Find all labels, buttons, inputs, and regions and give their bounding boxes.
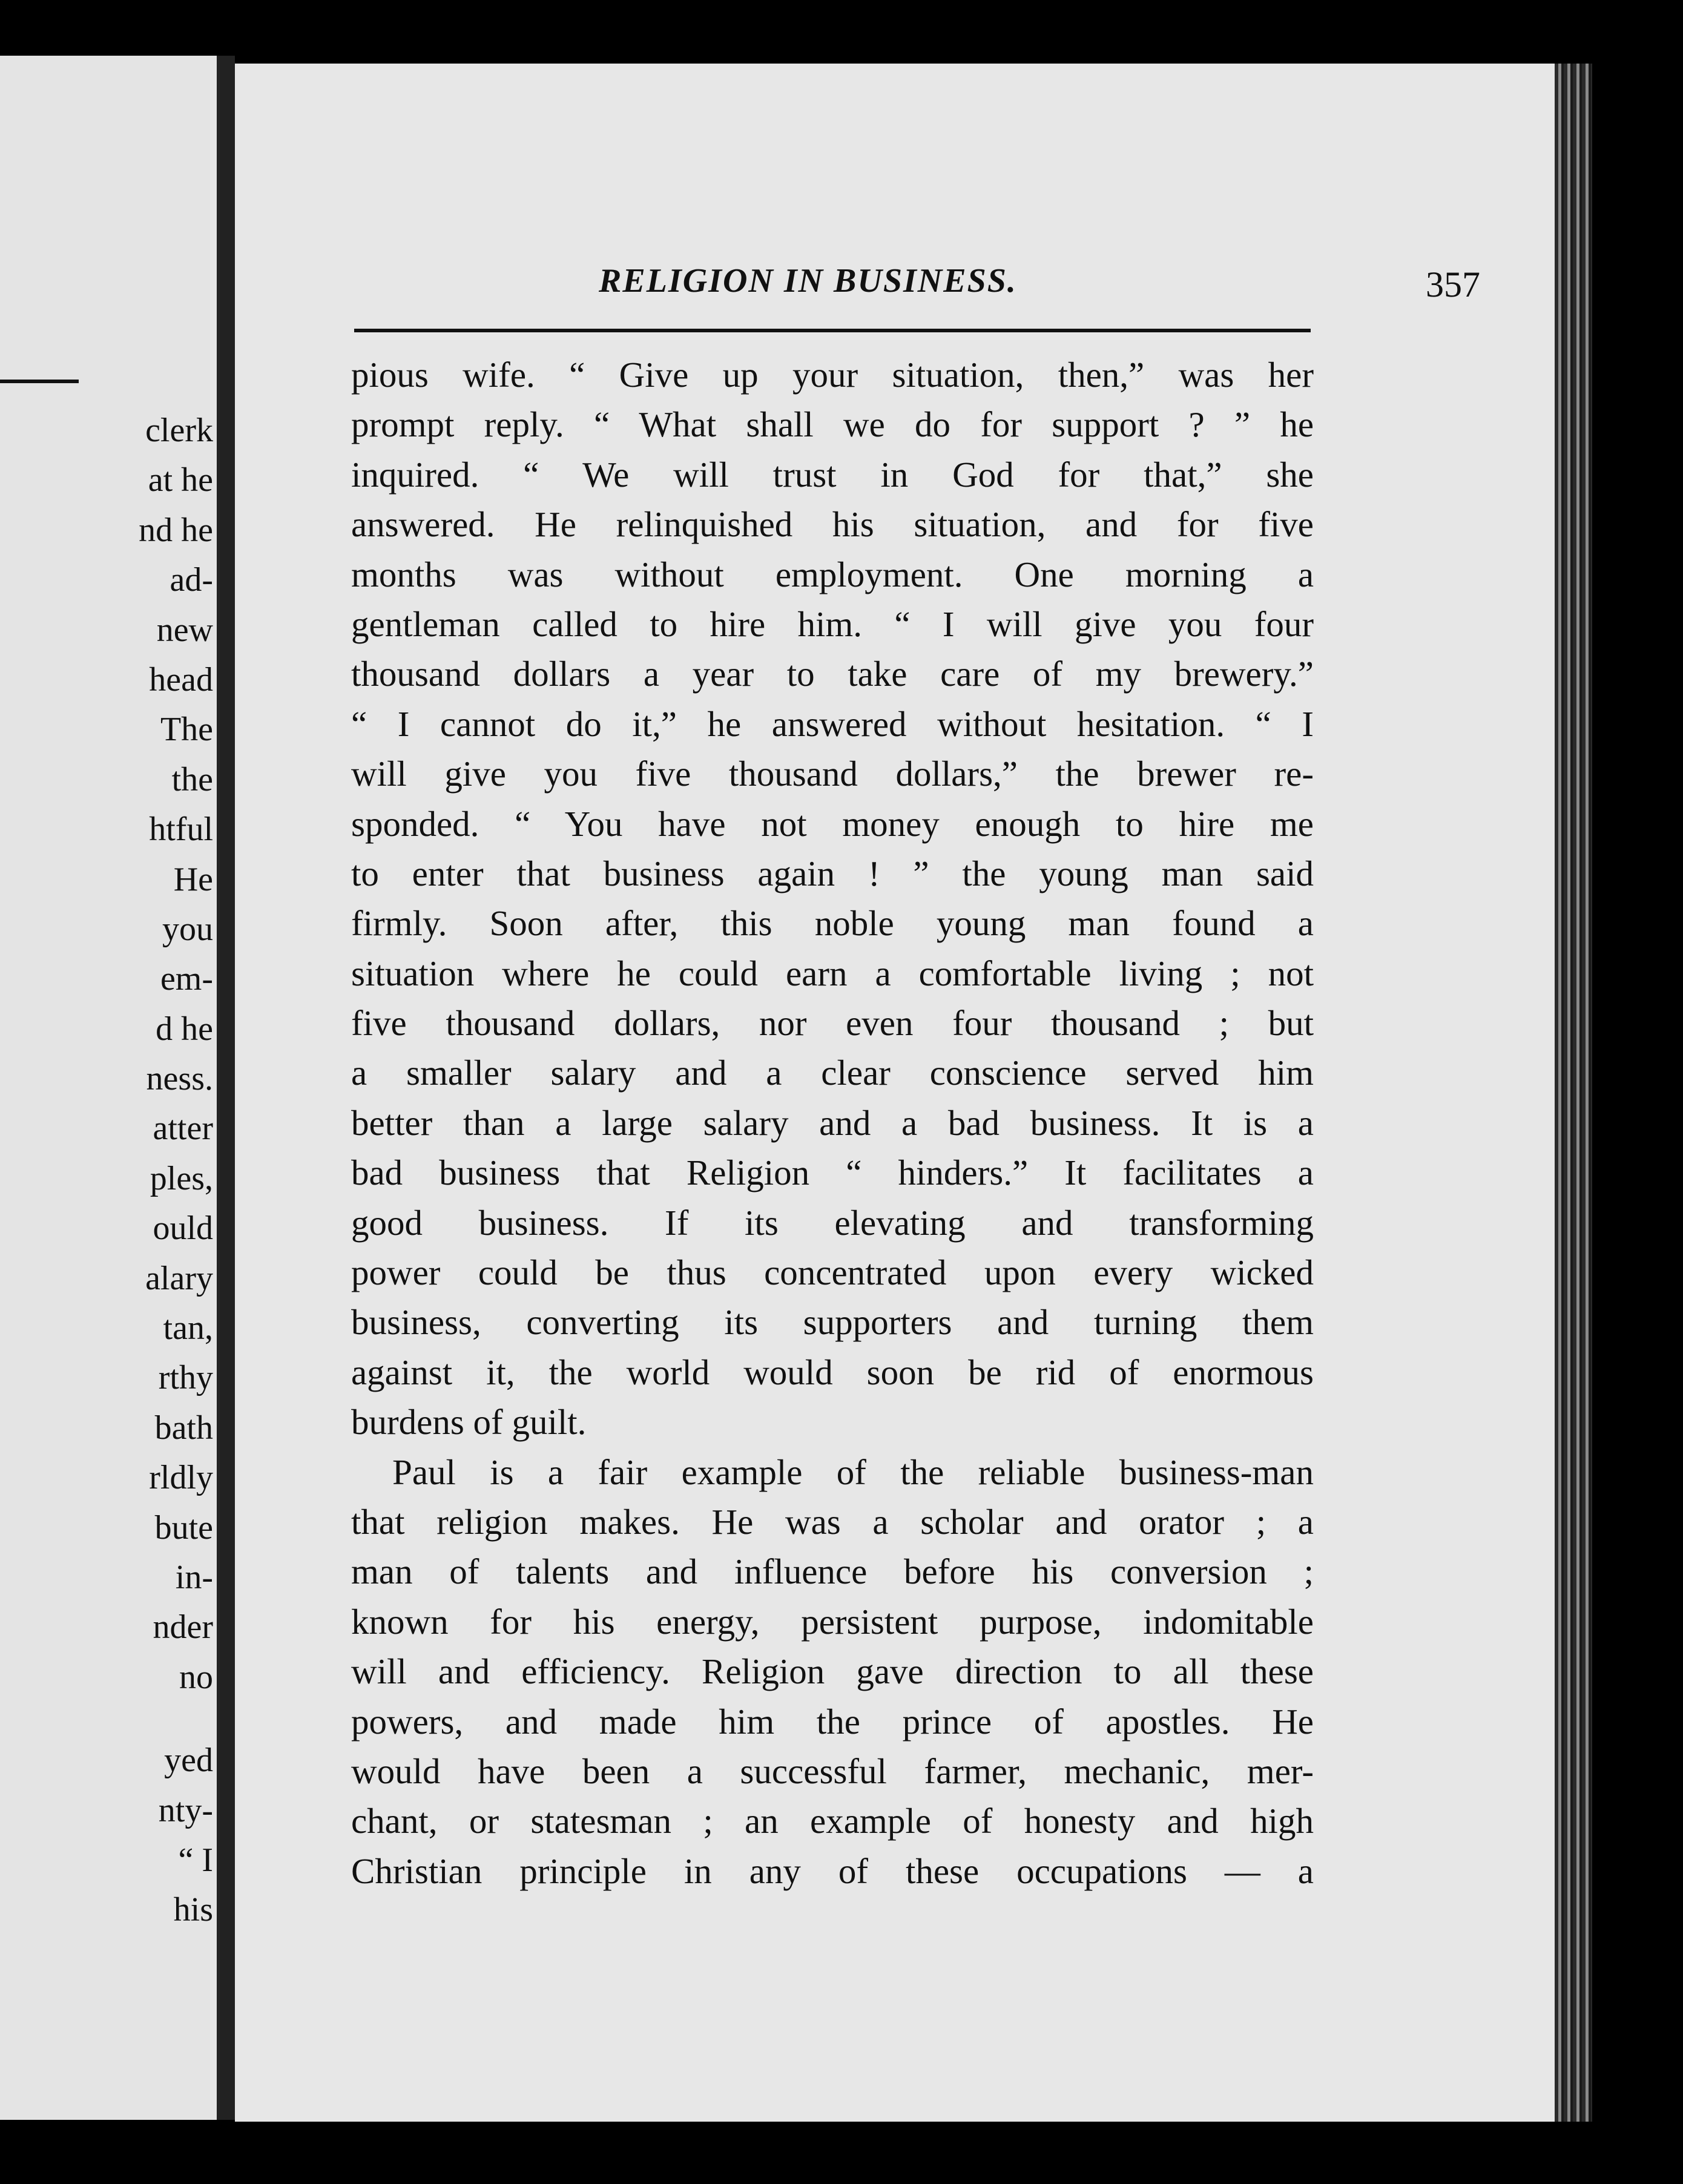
text-line: known for his energy, persistent purpose, indomitable bbox=[351, 1601, 1314, 1642]
text-line: powers, and made him the prince of apostles. He bbox=[351, 1701, 1314, 1742]
text-line: pious wife. “ Give up your situation, then,” was her bbox=[351, 355, 1314, 395]
left-page-rule bbox=[0, 380, 79, 383]
left-line: bath bbox=[154, 1409, 213, 1447]
left-line: ould bbox=[153, 1209, 213, 1248]
left-facing-page bbox=[0, 56, 217, 2120]
paragraph-1 bbox=[351, 350, 1314, 1447]
text-line: “ I cannot do it,” he answered without hesitation. “ I bbox=[351, 703, 1314, 744]
body-text bbox=[351, 350, 1314, 1896]
page-edge-stack bbox=[1555, 64, 1592, 2122]
text-line: Christian principle in any of these occupations — a bbox=[351, 1850, 1314, 1891]
left-line: bute bbox=[154, 1508, 213, 1547]
text-line: five thousand dollars, nor even four thousand ; but bbox=[351, 1003, 1314, 1044]
text-line: bad business that Religion “ hinders.” It facilitates a bbox=[351, 1153, 1314, 1193]
text-line: will and efficiency. Religion gave direction to all these bbox=[351, 1651, 1314, 1692]
left-line: new bbox=[156, 611, 213, 649]
left-line: nder bbox=[153, 1608, 213, 1646]
left-line: the bbox=[171, 760, 213, 798]
left-line: The bbox=[160, 711, 213, 749]
left-page-line-fragments bbox=[139, 406, 213, 1935]
left-line: his bbox=[173, 1891, 213, 1929]
left-line: rldly bbox=[149, 1459, 213, 1497]
text-line: prompt reply. “ What shall we do for support ? ” he bbox=[351, 404, 1314, 445]
left-line: atter bbox=[153, 1110, 213, 1148]
left-line: in- bbox=[175, 1558, 213, 1596]
text-line: good business. If its elevating and transforming bbox=[351, 1202, 1314, 1243]
left-line: at he bbox=[148, 461, 213, 499]
left-line: head bbox=[149, 660, 213, 699]
text-line: inquired. “ We will trust in God for that,” she bbox=[351, 454, 1314, 495]
text-line: against it, the world would soon be rid of enormous bbox=[351, 1352, 1314, 1392]
running-head bbox=[354, 261, 1480, 316]
left-line: rthy bbox=[158, 1359, 213, 1397]
running-head-title: RELIGION IN BUSINESS. bbox=[599, 262, 1017, 300]
text-line: better than a large salary and a bad business. It is a bbox=[351, 1102, 1314, 1143]
text-line: would have been a successful farmer, mechanic, mer- bbox=[351, 1751, 1314, 1791]
text-line: situation where he could earn a comfortable living ; not bbox=[351, 953, 1314, 993]
text-line: Paul is a fair example of the reliable business-man bbox=[392, 1452, 1314, 1492]
left-line: tan, bbox=[163, 1309, 213, 1347]
paragraph-2 bbox=[351, 1447, 1314, 1896]
text-line: power could be thus concentrated upon every wicked bbox=[351, 1252, 1314, 1293]
text-line: sponded. “ You have not money enough to hire me bbox=[351, 803, 1314, 844]
left-line: ad- bbox=[170, 561, 213, 599]
left-line: nty- bbox=[158, 1791, 213, 1829]
left-line: He bbox=[173, 860, 213, 898]
text-line: months was without employment. One morning a bbox=[351, 554, 1314, 594]
text-line: a smaller salary and a clear conscience served him bbox=[351, 1053, 1314, 1093]
left-line-gap bbox=[139, 1702, 213, 1735]
left-line: yed bbox=[164, 1742, 213, 1780]
left-line: em- bbox=[160, 960, 213, 998]
text-line: burdens of guilt. bbox=[351, 1402, 587, 1442]
left-line: alary bbox=[145, 1259, 213, 1297]
text-line: business, converting its supporters and turning them bbox=[351, 1302, 1314, 1343]
text-line: answered. He relinquished his situation, and for five bbox=[351, 504, 1314, 545]
book-gutter bbox=[217, 56, 235, 2120]
left-line: you bbox=[162, 910, 213, 948]
left-line: d he bbox=[156, 1010, 213, 1048]
text-line: gentleman called to hire him. “ I will give you four bbox=[351, 604, 1314, 644]
text-line: will give you five thousand dollars,” the brewer re- bbox=[351, 754, 1314, 794]
text-line: man of talents and influence before his conversion ; bbox=[351, 1551, 1314, 1592]
left-line: nd he bbox=[139, 511, 213, 549]
text-line: that religion makes. He was a scholar and orator ; a bbox=[351, 1501, 1314, 1542]
text-line: firmly. Soon after, this noble young man found a bbox=[351, 903, 1314, 944]
left-line: ples, bbox=[150, 1159, 213, 1197]
left-line: clerk bbox=[145, 412, 213, 449]
left-line: htful bbox=[149, 811, 213, 849]
left-line: ness. bbox=[146, 1060, 213, 1098]
running-head-rule bbox=[354, 329, 1311, 332]
left-line: no bbox=[179, 1658, 213, 1696]
page-number: 357 bbox=[1426, 265, 1480, 304]
text-line: chant, or statesman ; an example of honesty and high bbox=[351, 1801, 1314, 1841]
text-line: thousand dollars a year to take care of my brewery.” bbox=[351, 654, 1314, 694]
left-line: “ I bbox=[178, 1841, 213, 1879]
text-line: to enter that business again ! ” the young man said bbox=[351, 853, 1314, 893]
